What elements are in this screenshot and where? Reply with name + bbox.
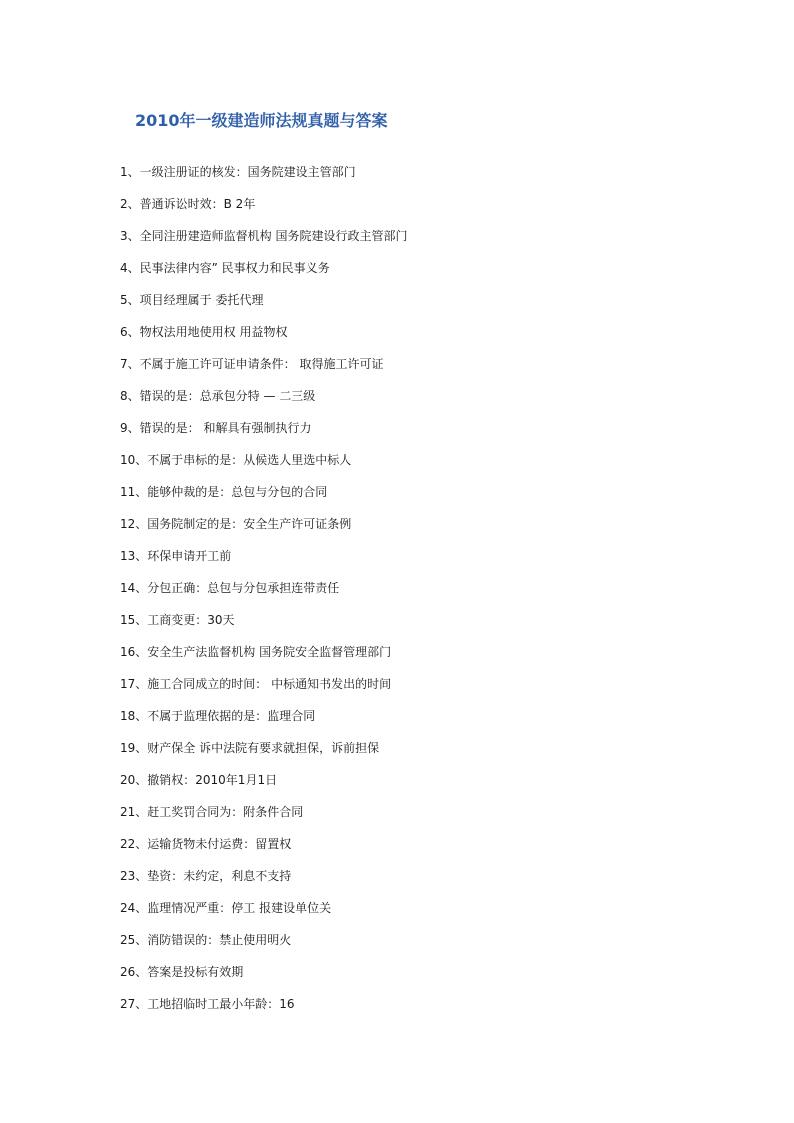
answer-item: 1、一级注册证的核发：国务院建设主管部门 bbox=[120, 165, 356, 179]
answer-item: 26、答案是投标有效期 bbox=[120, 965, 244, 979]
answer-item: 15、工商变更：30天 bbox=[120, 613, 235, 627]
answer-item: 16、安全生产法监督机构 国务院安全监督管理部门 bbox=[120, 645, 392, 659]
answer-item: 17、施工合同成立的时间： 中标通知书发出的时间 bbox=[120, 677, 392, 691]
answer-item: 6、物权法用地使用权 用益物权 bbox=[120, 325, 288, 339]
answer-item: 9、错误的是： 和解具有强制执行力 bbox=[120, 421, 312, 435]
answer-item: 21、赶工奖罚合同为：附条件合同 bbox=[120, 805, 304, 819]
answer-item: 20、撤销权：2010年1月1日 bbox=[120, 773, 278, 787]
answer-list bbox=[120, 164, 720, 1028]
answer-item: 14、分包正确：总包与分包承担连带责任 bbox=[120, 581, 340, 595]
answer-item: 12、国务院制定的是：安全生产许可证条例 bbox=[120, 517, 352, 531]
answer-item: 4、民事法律内容” 民事权力和民事义务 bbox=[120, 261, 330, 275]
answer-item: 10、不属于串标的是：从候选人里选中标人 bbox=[120, 453, 352, 467]
answer-item: 25、消防错误的：禁止使用明火 bbox=[120, 933, 292, 947]
answer-item: 23、垫资：未约定，利息不支持 bbox=[120, 869, 292, 883]
answer-item: 22、运输货物未付运费：留置权 bbox=[120, 837, 292, 851]
answer-item: 24、监理情况严重：停工 报建设单位关 bbox=[120, 901, 332, 915]
answer-item: 7、不属于施工许可证申请条件： 取得施工许可证 bbox=[120, 357, 384, 371]
answer-item: 27、工地招临时工最小年龄：16 bbox=[120, 997, 295, 1011]
document-title: 2010年一级建造师法规真题与答案 bbox=[135, 111, 388, 130]
answer-item: 13、环保申请开工前 bbox=[120, 549, 232, 563]
answer-item: 8、错误的是：总承包分特 — 二三级 bbox=[120, 389, 316, 403]
answer-item: 2、普通诉讼时效：B 2年 bbox=[120, 197, 256, 211]
answer-item: 3、全同注册建造师监督机构 国务院建设行政主管部门 bbox=[120, 229, 408, 243]
answer-item: 5、项目经理属于 委托代理 bbox=[120, 293, 264, 307]
answer-item: 19、财产保全 诉中法院有要求就担保，诉前担保 bbox=[120, 741, 380, 755]
answer-item: 18、不属于监理依据的是：监理合同 bbox=[120, 709, 316, 723]
answer-item: 11、能够仲裁的是：总包与分包的合同 bbox=[120, 485, 328, 499]
